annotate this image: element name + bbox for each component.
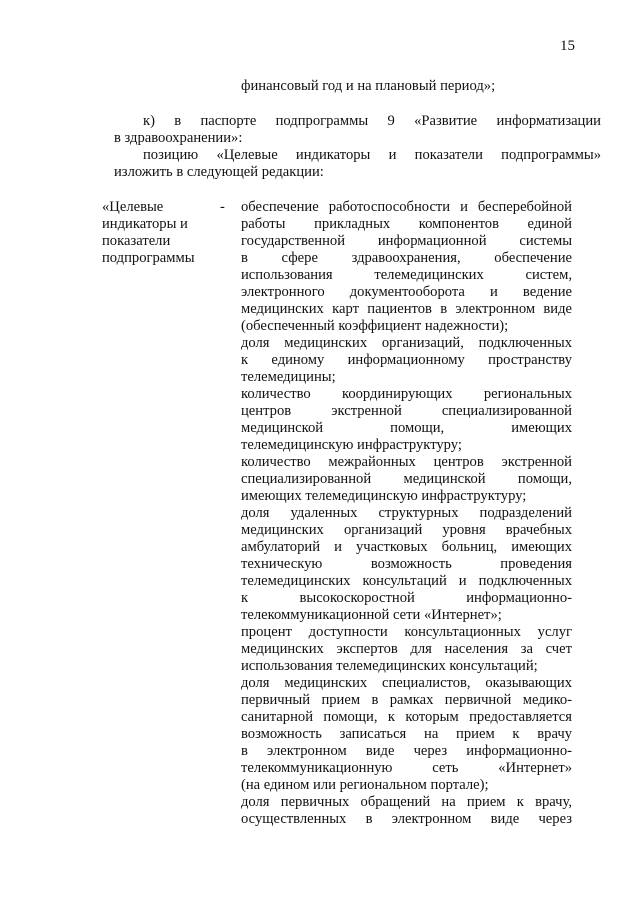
indicator-line: количество межрайонных центров экстренной [241,454,572,470]
indicator-line: медицинских карт пациентов в электронном виде [241,301,572,317]
indicator-line: медицинских экспертов для населения за счет [241,641,572,657]
indicator-line: электронного документооборота и ведение [241,284,572,300]
indicator-line: специализированной медицинской помощи, [241,471,572,487]
position-label [102,199,230,267]
indicator-line: доля медицинских организаций, подключенных [241,335,572,351]
indicator-line: к единому информационному пространству [241,352,572,368]
indicator-line: телекоммуникационной сети «Интернет»; [241,607,502,623]
indicator-line: возможность записаться на прием к врачу [241,726,572,742]
indicator-line: обеспечение работоспособности и бесперебойной [241,199,572,215]
item-k-line-3: позицию «Целевые индикаторы и показатели подпрограммы» [143,147,601,163]
indicator-line: (обеспеченный коэффициент надежности); [241,318,509,334]
indicator-line: в электронном виде через информационно- [241,743,572,759]
position-label-line-1: «Целевые [102,199,164,215]
indicator-line: в сфере здравоохранения, обеспечение [241,250,572,266]
indicator-line: имеющих телемедицинскую инфраструктуру; [241,488,527,504]
indicator-line: первичный прием в рамках первичной медико- [241,692,572,708]
indicator-line: санитарной помощи, к которым предоставляется [241,709,572,725]
indicator-line: доля медицинских специалистов, оказывающих [241,675,572,691]
indicator-line: амбулаторий и участковых больниц, имеющих [241,539,572,555]
indicator-line: к высокоскоростной информационно- [241,590,572,606]
indicator-line: использования телемедицинских консультаций; [241,658,538,674]
indicator-line: государственной информационной системы [241,233,572,249]
indicator-line: телемедицинских консультаций и подключенных [241,573,572,589]
item-k-line-2: в здравоохранении»: [114,130,243,146]
indicator-line: доля первичных обращений на прием к врачу, [241,794,572,810]
indicator-line: техническую возможность проведения [241,556,572,572]
item-k-paragraph [114,113,601,181]
indicator-line: телекоммуникационную сеть «Интернет» [241,760,572,776]
indicator-line: работы прикладных компонентов единой [241,216,572,232]
indicator-line: доля удаленных структурных подразделений [241,505,572,521]
position-label-line-2: индикаторы и [102,216,188,232]
indicators-list [241,199,572,828]
indicator-line: центров экстренной специализированной [241,403,572,419]
item-k-line-4: изложить в следующей редакции: [114,164,324,180]
page-number: 15 [560,38,575,54]
indicator-line: количество координирующих региональных [241,386,572,402]
indicator-line: медицинских организаций уровня врачебных [241,522,572,538]
indicator-line: процент доступности консультационных услуг [241,624,572,640]
indicator-line: телемедицинскую инфраструктуру; [241,437,462,453]
intro-line: финансовый год и на плановый период»; [241,78,496,94]
indicator-line: использования телемедицинских систем, [241,267,572,283]
item-k-line-1: к) в паспорте подпрограммы 9 «Развитие информатизации [143,113,601,129]
indicator-line: (на едином или региональном портале); [241,777,489,793]
label-dash: - [220,199,225,215]
indicator-line: осуществленных в электронном виде через [241,811,572,827]
position-label-line-3: показатели [102,233,171,249]
position-label-line-4: подпрограммы [102,250,195,266]
indicator-line: медицинской помощи, имеющих [241,420,572,436]
indicator-line: телемедицины; [241,369,336,385]
